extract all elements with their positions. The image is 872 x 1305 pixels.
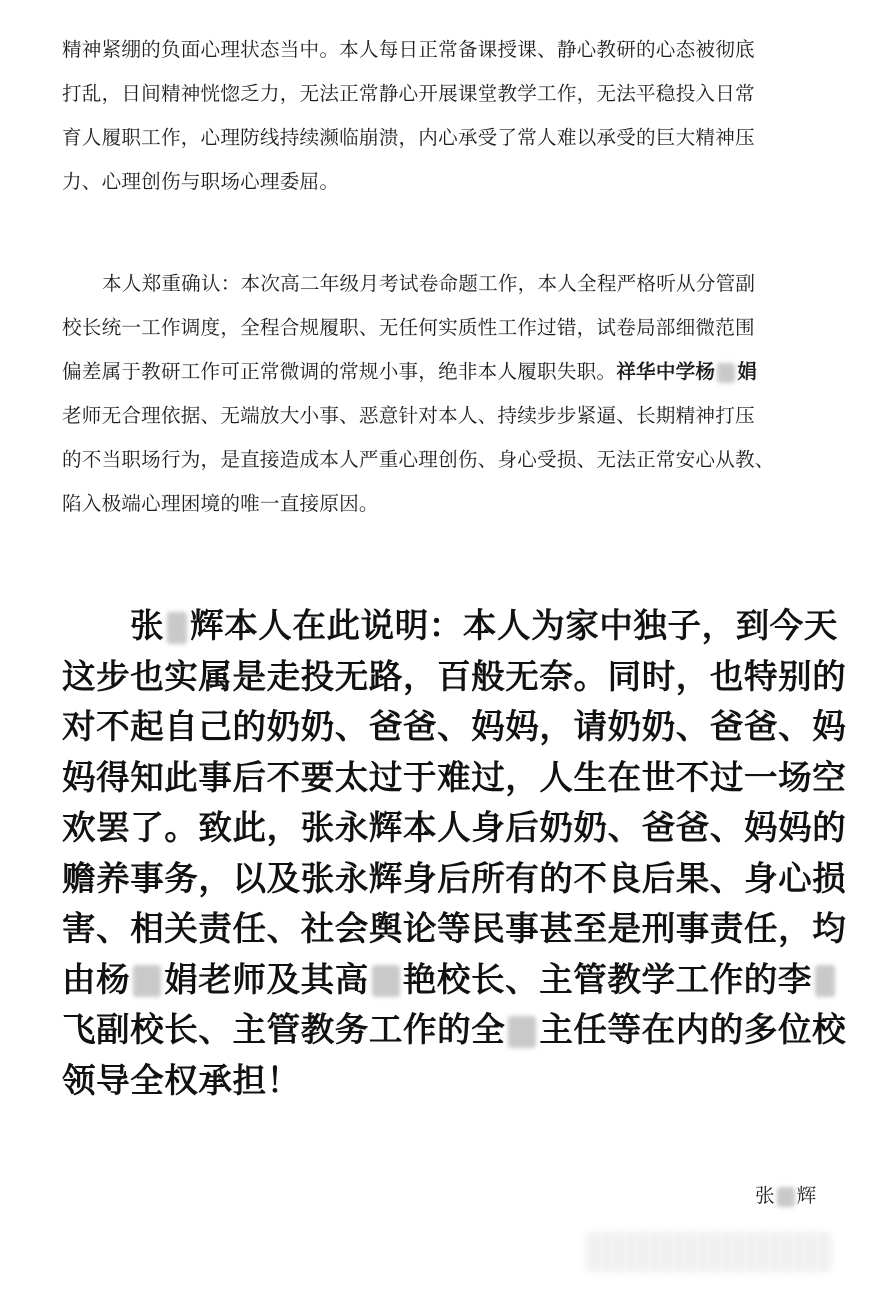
- redaction-blur: [717, 363, 735, 383]
- paragraph-stress-description: [62, 28, 830, 204]
- text-segment: 偏差属于教研工作可正常微调的常规小事，绝非本人履职失职。: [62, 360, 617, 383]
- text-line: 对不起自己的奶奶、爸爸、妈妈，请奶奶、爸爸、妈: [62, 707, 847, 746]
- text-line: [62, 601, 842, 652]
- text-segment: 主任等在内的多位校: [539, 1010, 847, 1049]
- blurred-watermark: [585, 1232, 833, 1272]
- text-line: 的不当职场行为，是直接造成本人严重心理创伤、身心受损、无法正常安心从教、: [62, 448, 775, 471]
- text-line: 育人履职工作，心理防线持续濒临崩溃，内心承受了常人难以承受的巨大精神压: [62, 126, 755, 149]
- signature: [755, 1176, 816, 1216]
- text-line: 打乱，日间精神恍惚乏力，无法正常静心开展课堂教学工作，无法平稳投入日常: [62, 82, 755, 105]
- redaction-blur: [508, 1016, 536, 1048]
- text-line: 力、心理创伤与职场心理委屈。: [62, 170, 340, 193]
- text-segment: 辉本人在此说明：本人为家中独子，到今天: [190, 606, 839, 645]
- text-line: 妈得知此事后不要太过于难过，人生在世不过一场空: [62, 757, 847, 797]
- text-segment: 飞副校长、主管教务工作的全: [62, 1010, 506, 1049]
- redaction-blur: [372, 965, 400, 997]
- text-segment: 由杨: [62, 959, 131, 999]
- text-line: 校长统一工作调度，全程合规履职、无任何实质性工作过错，试卷局部细微范围: [62, 316, 755, 339]
- text-segment-bold: 祥华中学杨: [616, 360, 716, 383]
- text-line: [62, 1005, 847, 1056]
- redaction-blur: [815, 965, 835, 997]
- text-line: 欢罢了。致此，张永辉本人身后奶奶、爸爸、妈妈的: [62, 808, 847, 847]
- text-line: 领导全权承担！: [62, 1060, 301, 1100]
- text-line: [62, 955, 842, 1006]
- text-line: [62, 350, 830, 394]
- paragraph-statement: [62, 601, 847, 1106]
- text-segment: 张: [130, 606, 165, 645]
- text-line: 老师无合理依据、无端放大小事、恶意针对本人、持续步步紧逼、长期精神打压: [62, 404, 755, 427]
- text-line: 这步也实属是走投无路，百般无奈。同时，也特别的: [62, 656, 847, 696]
- redaction-blur: [167, 612, 187, 644]
- paragraph-confirmation: [62, 262, 830, 526]
- text-line: 害、相关责任、社会舆论等民事甚至是刑事责任，均: [62, 909, 847, 948]
- text-segment: 艳校长、主管教学工作的李: [402, 959, 813, 999]
- text-line: 赡养事务，以及张永辉身后所有的不良后果、身心损: [62, 858, 847, 898]
- text-line: 精神紧绷的负面心理状态当中。本人每日正常备课授课、静心教研的心态被彻底: [62, 38, 755, 61]
- text-line: 陷入极端心理困境的唯一直接原因。: [62, 492, 379, 515]
- text-segment: 娟老师及其高: [164, 959, 369, 999]
- redaction-blur: [133, 965, 161, 997]
- signature-part: 辉: [796, 1184, 817, 1207]
- text-segment-bold: 娟: [737, 360, 757, 383]
- text-line: 本人郑重确认：本次高二年级月考试卷命题工作，本人全程严格听从分管副: [102, 272, 756, 295]
- signature-part: 张: [755, 1184, 775, 1207]
- redaction-blur: [777, 1187, 795, 1207]
